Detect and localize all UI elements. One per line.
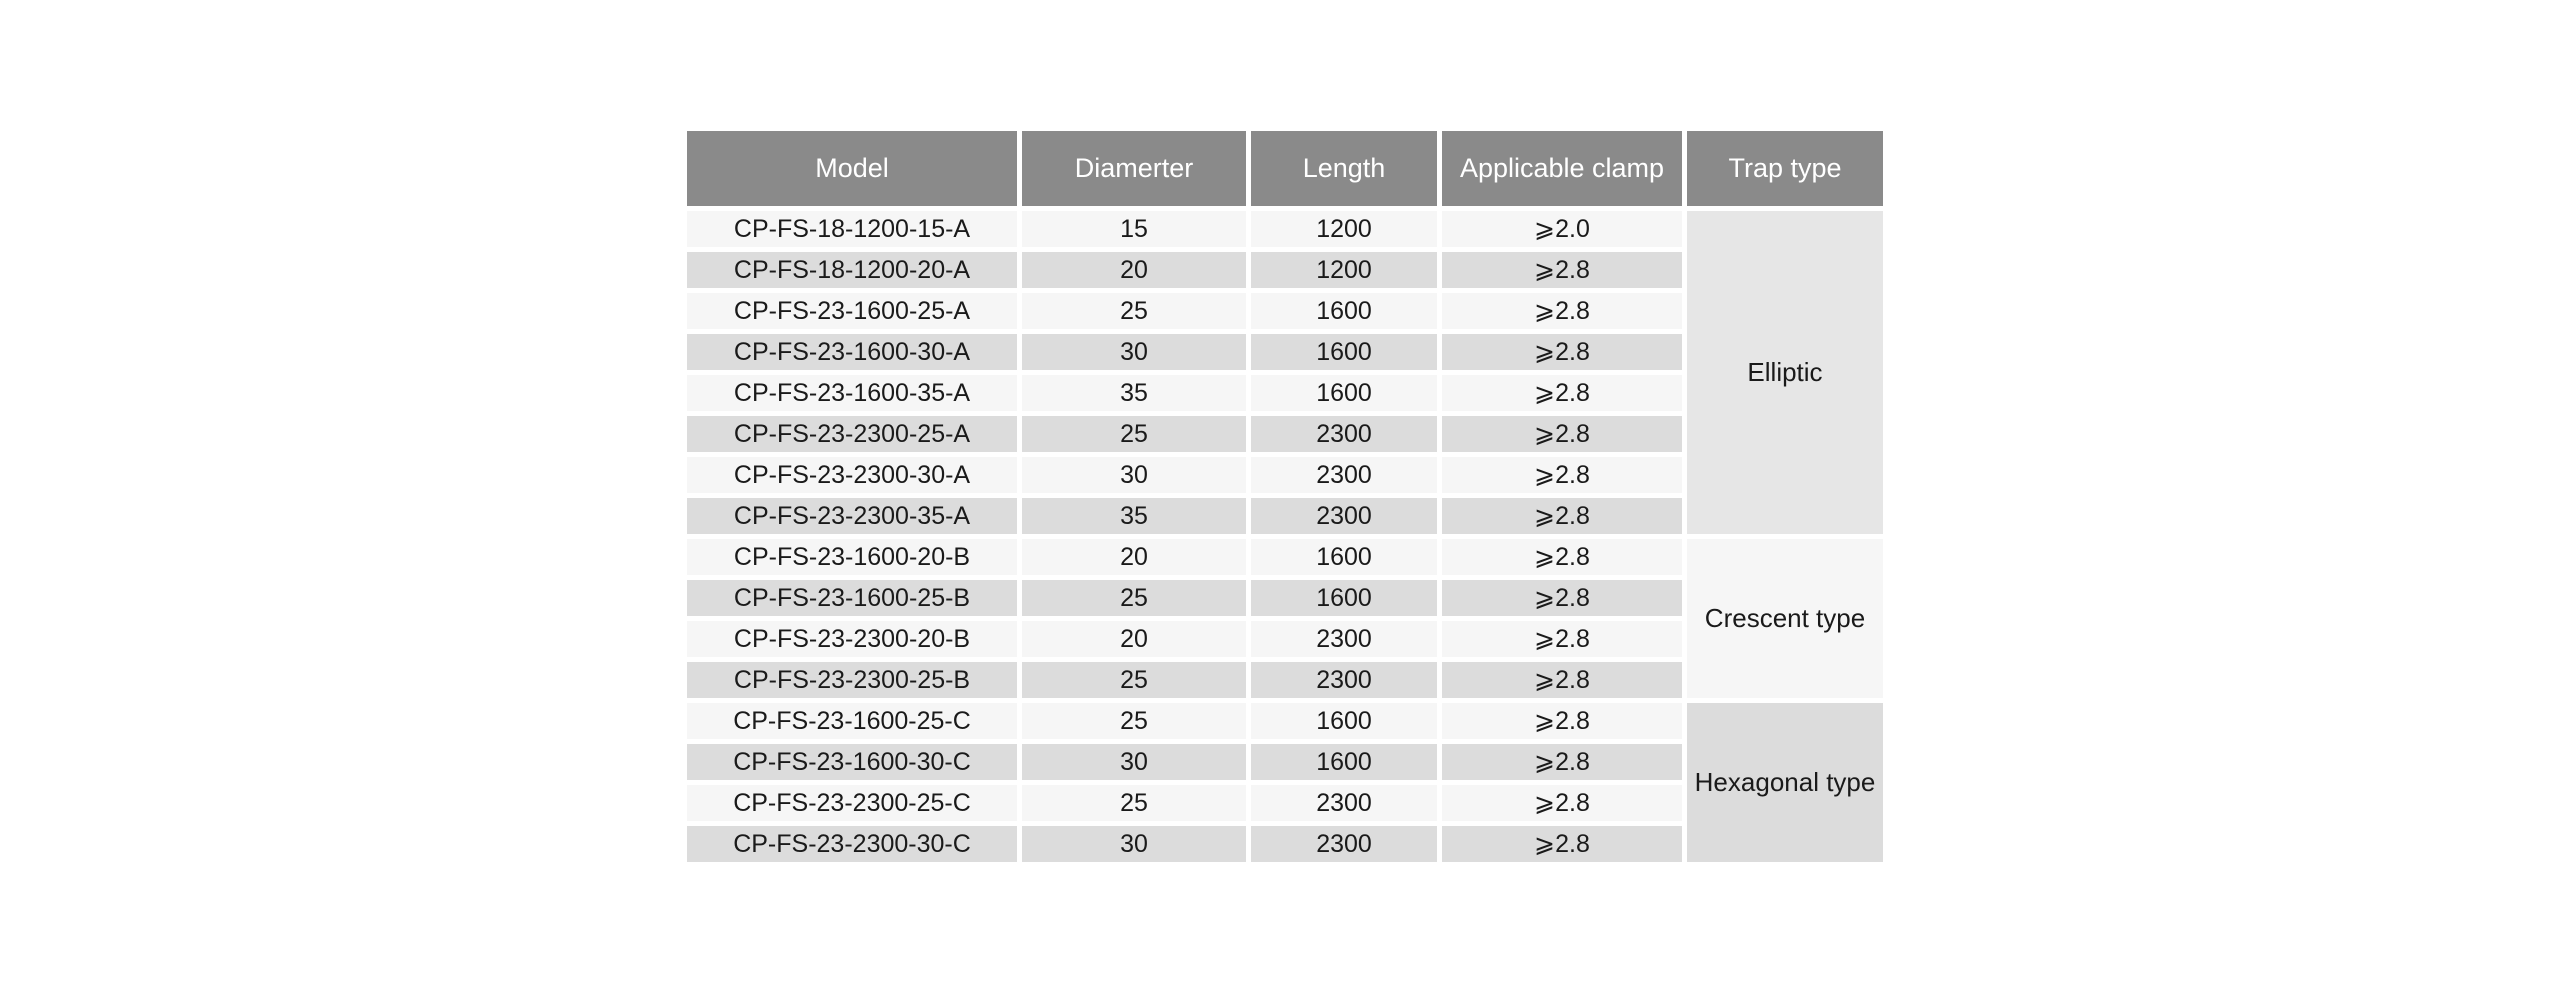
model-cell: CP-FS-23-2300-30-C (687, 826, 1017, 862)
table-row (687, 539, 1883, 575)
applicable-clamp-cell: ⩾2.8 (1442, 498, 1682, 534)
length-cell: 1600 (1251, 293, 1437, 329)
length-cell: 2300 (1251, 498, 1437, 534)
diameter-cell: 25 (1022, 662, 1246, 698)
model-cell: CP-FS-23-2300-35-A (687, 498, 1017, 534)
table-row (687, 211, 1883, 247)
model-cell: CP-FS-23-2300-25-B (687, 662, 1017, 698)
length-cell: 1600 (1251, 539, 1437, 575)
length-cell: 1600 (1251, 334, 1437, 370)
diameter-cell: 30 (1022, 826, 1246, 862)
model-cell: CP-FS-23-1600-35-A (687, 375, 1017, 411)
applicable-clamp-cell: ⩾2.8 (1442, 293, 1682, 329)
applicable-clamp-cell: ⩾2.0 (1442, 211, 1682, 247)
table-body (687, 211, 1883, 862)
length-cell: 2300 (1251, 785, 1437, 821)
diameter-cell: 25 (1022, 785, 1246, 821)
model-cell: CP-FS-23-1600-25-C (687, 703, 1017, 739)
applicable-clamp-cell: ⩾2.8 (1442, 785, 1682, 821)
table-header (687, 131, 1883, 206)
diameter-cell: 25 (1022, 416, 1246, 452)
applicable-clamp-cell: ⩾2.8 (1442, 826, 1682, 862)
length-cell: 2300 (1251, 662, 1437, 698)
applicable-clamp-cell: ⩾2.8 (1442, 375, 1682, 411)
length-cell: 2300 (1251, 457, 1437, 493)
diameter-cell: 30 (1022, 744, 1246, 780)
applicable-clamp-cell: ⩾2.8 (1442, 703, 1682, 739)
length-cell: 1200 (1251, 211, 1437, 247)
header-length: Length (1251, 131, 1437, 206)
model-cell: CP-FS-23-2300-30-A (687, 457, 1017, 493)
spec-table (682, 126, 1888, 867)
diameter-cell: 25 (1022, 293, 1246, 329)
model-cell: CP-FS-18-1200-20-A (687, 252, 1017, 288)
header-trap-type: Trap type (1687, 131, 1883, 206)
diameter-cell: 20 (1022, 539, 1246, 575)
trap-type-cell: Elliptic (1687, 211, 1883, 534)
table-row (687, 703, 1883, 739)
diameter-cell: 15 (1022, 211, 1246, 247)
header-row (687, 131, 1883, 206)
model-cell: CP-FS-18-1200-15-A (687, 211, 1017, 247)
trap-type-cell: Hexagonal type (1687, 703, 1883, 862)
model-cell: CP-FS-23-2300-25-A (687, 416, 1017, 452)
diameter-cell: 35 (1022, 498, 1246, 534)
applicable-clamp-cell: ⩾2.8 (1442, 580, 1682, 616)
model-cell: CP-FS-23-1600-20-B (687, 539, 1017, 575)
length-cell: 1600 (1251, 703, 1437, 739)
length-cell: 1600 (1251, 580, 1437, 616)
applicable-clamp-cell: ⩾2.8 (1442, 744, 1682, 780)
model-cell: CP-FS-23-1600-25-A (687, 293, 1017, 329)
model-cell: CP-FS-23-1600-30-A (687, 334, 1017, 370)
trap-type-cell: Crescent type (1687, 539, 1883, 698)
diameter-cell: 20 (1022, 621, 1246, 657)
applicable-clamp-cell: ⩾2.8 (1442, 621, 1682, 657)
applicable-clamp-cell: ⩾2.8 (1442, 252, 1682, 288)
header-model: Model (687, 131, 1017, 206)
length-cell: 2300 (1251, 416, 1437, 452)
applicable-clamp-cell: ⩾2.8 (1442, 539, 1682, 575)
length-cell: 1600 (1251, 744, 1437, 780)
model-cell: CP-FS-23-1600-25-B (687, 580, 1017, 616)
diameter-cell: 30 (1022, 457, 1246, 493)
diameter-cell: 35 (1022, 375, 1246, 411)
header-diameter: Diamerter (1022, 131, 1246, 206)
applicable-clamp-cell: ⩾2.8 (1442, 662, 1682, 698)
applicable-clamp-cell: ⩾2.8 (1442, 334, 1682, 370)
model-cell: CP-FS-23-1600-30-C (687, 744, 1017, 780)
length-cell: 2300 (1251, 826, 1437, 862)
diameter-cell: 25 (1022, 703, 1246, 739)
diameter-cell: 20 (1022, 252, 1246, 288)
model-cell: CP-FS-23-2300-25-C (687, 785, 1017, 821)
length-cell: 1600 (1251, 375, 1437, 411)
length-cell: 1200 (1251, 252, 1437, 288)
applicable-clamp-cell: ⩾2.8 (1442, 457, 1682, 493)
diameter-cell: 30 (1022, 334, 1246, 370)
length-cell: 2300 (1251, 621, 1437, 657)
model-cell: CP-FS-23-2300-20-B (687, 621, 1017, 657)
header-applicable-clamp: Applicable clamp (1442, 131, 1682, 206)
diameter-cell: 25 (1022, 580, 1246, 616)
applicable-clamp-cell: ⩾2.8 (1442, 416, 1682, 452)
